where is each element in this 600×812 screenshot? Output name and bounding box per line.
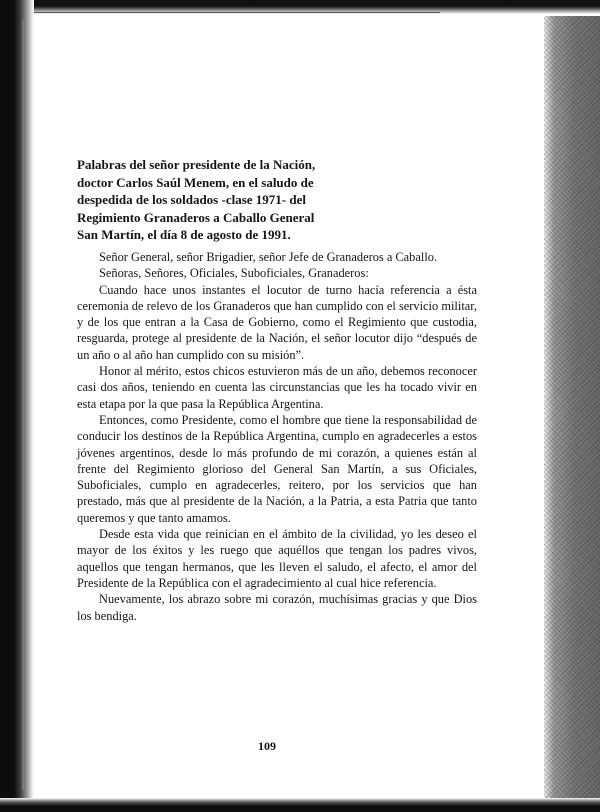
- paragraph-greeting-2: Señoras, Señores, Oficiales, Suboficiales, Granaderos:: [99, 266, 369, 281]
- paragraph-closing: Nuevamente, los abrazo sobre mi corazón, muchísimas gracias y que Dios los bendiga.: [77, 592, 477, 623]
- page-number: 109: [258, 739, 276, 753]
- scan-bottom-edge: [0, 798, 600, 812]
- speech-body: [77, 249, 477, 624]
- paragraph-greeting-1: Señor General, señor Brigadier, señor Jefe de Granaderos a Caballo.: [99, 250, 438, 264]
- scan-spine-line: [22, 20, 24, 790]
- paragraph: Honor al mérito, estos chicos estuvieron más de un año, debemos reconocer casi dos años, teniendo en cuenta las circunstancias que les ha tocado vivir en esta etapa por la que pasa la República Argentina.: [77, 364, 477, 411]
- paragraph: Cuando hace unos instantes el locutor de turno hacía referencia a ésta ceremonia de relevo de los Granaderos que han cumplido con el servicio militar, y de los que entran a la Casa de Gobierno, como el Regimiento que custodia, resguarda, protege al presidente de la Nación, el señor locutor dijo “después de un año o al año han cumplido con su misión”.: [77, 282, 477, 362]
- paragraph: Desde esta vida que reinician en el ámbito de la civilidad, yo les deseo el mayor de los éxitos y les ruego que aquéllos que tengan los padres vivos, aquellos que tengan hermanos, que les lleven el saludo, el afecto, el amor del Presidente de la República con el agradecimiento al cual hice referencia.: [77, 527, 477, 590]
- scan-top-line: [30, 12, 440, 13]
- scan-right-edge: [544, 16, 600, 812]
- scan-left-edge: [0, 0, 34, 812]
- speech-title: Palabras del señor presidente de la Nación, doctor Carlos Saúl Menem, en el saludo de despedida de los soldados -clase 1971- del Regimiento Granaderos a Caballo General San Martín, el día 8 de agosto de 1991.: [77, 157, 316, 242]
- paragraph: Entonces, como Presidente, como el hombre que tiene la responsabilidad de conducir los destinos de la República Argentina, cumplo en agradecerles a estos jóvenes argentinos, desde lo más profundo de mi corazón, a quienes están al frente del Regimiento glorioso del General San Martín, a sus Oficiales, Suboficiales, cumplo en agradecerles, reitero, por los servicios que han prestado, más que al presidente de la Nación, a la Patria, a esta Patria que tanto queremos y que tanto amamos.: [77, 412, 477, 525]
